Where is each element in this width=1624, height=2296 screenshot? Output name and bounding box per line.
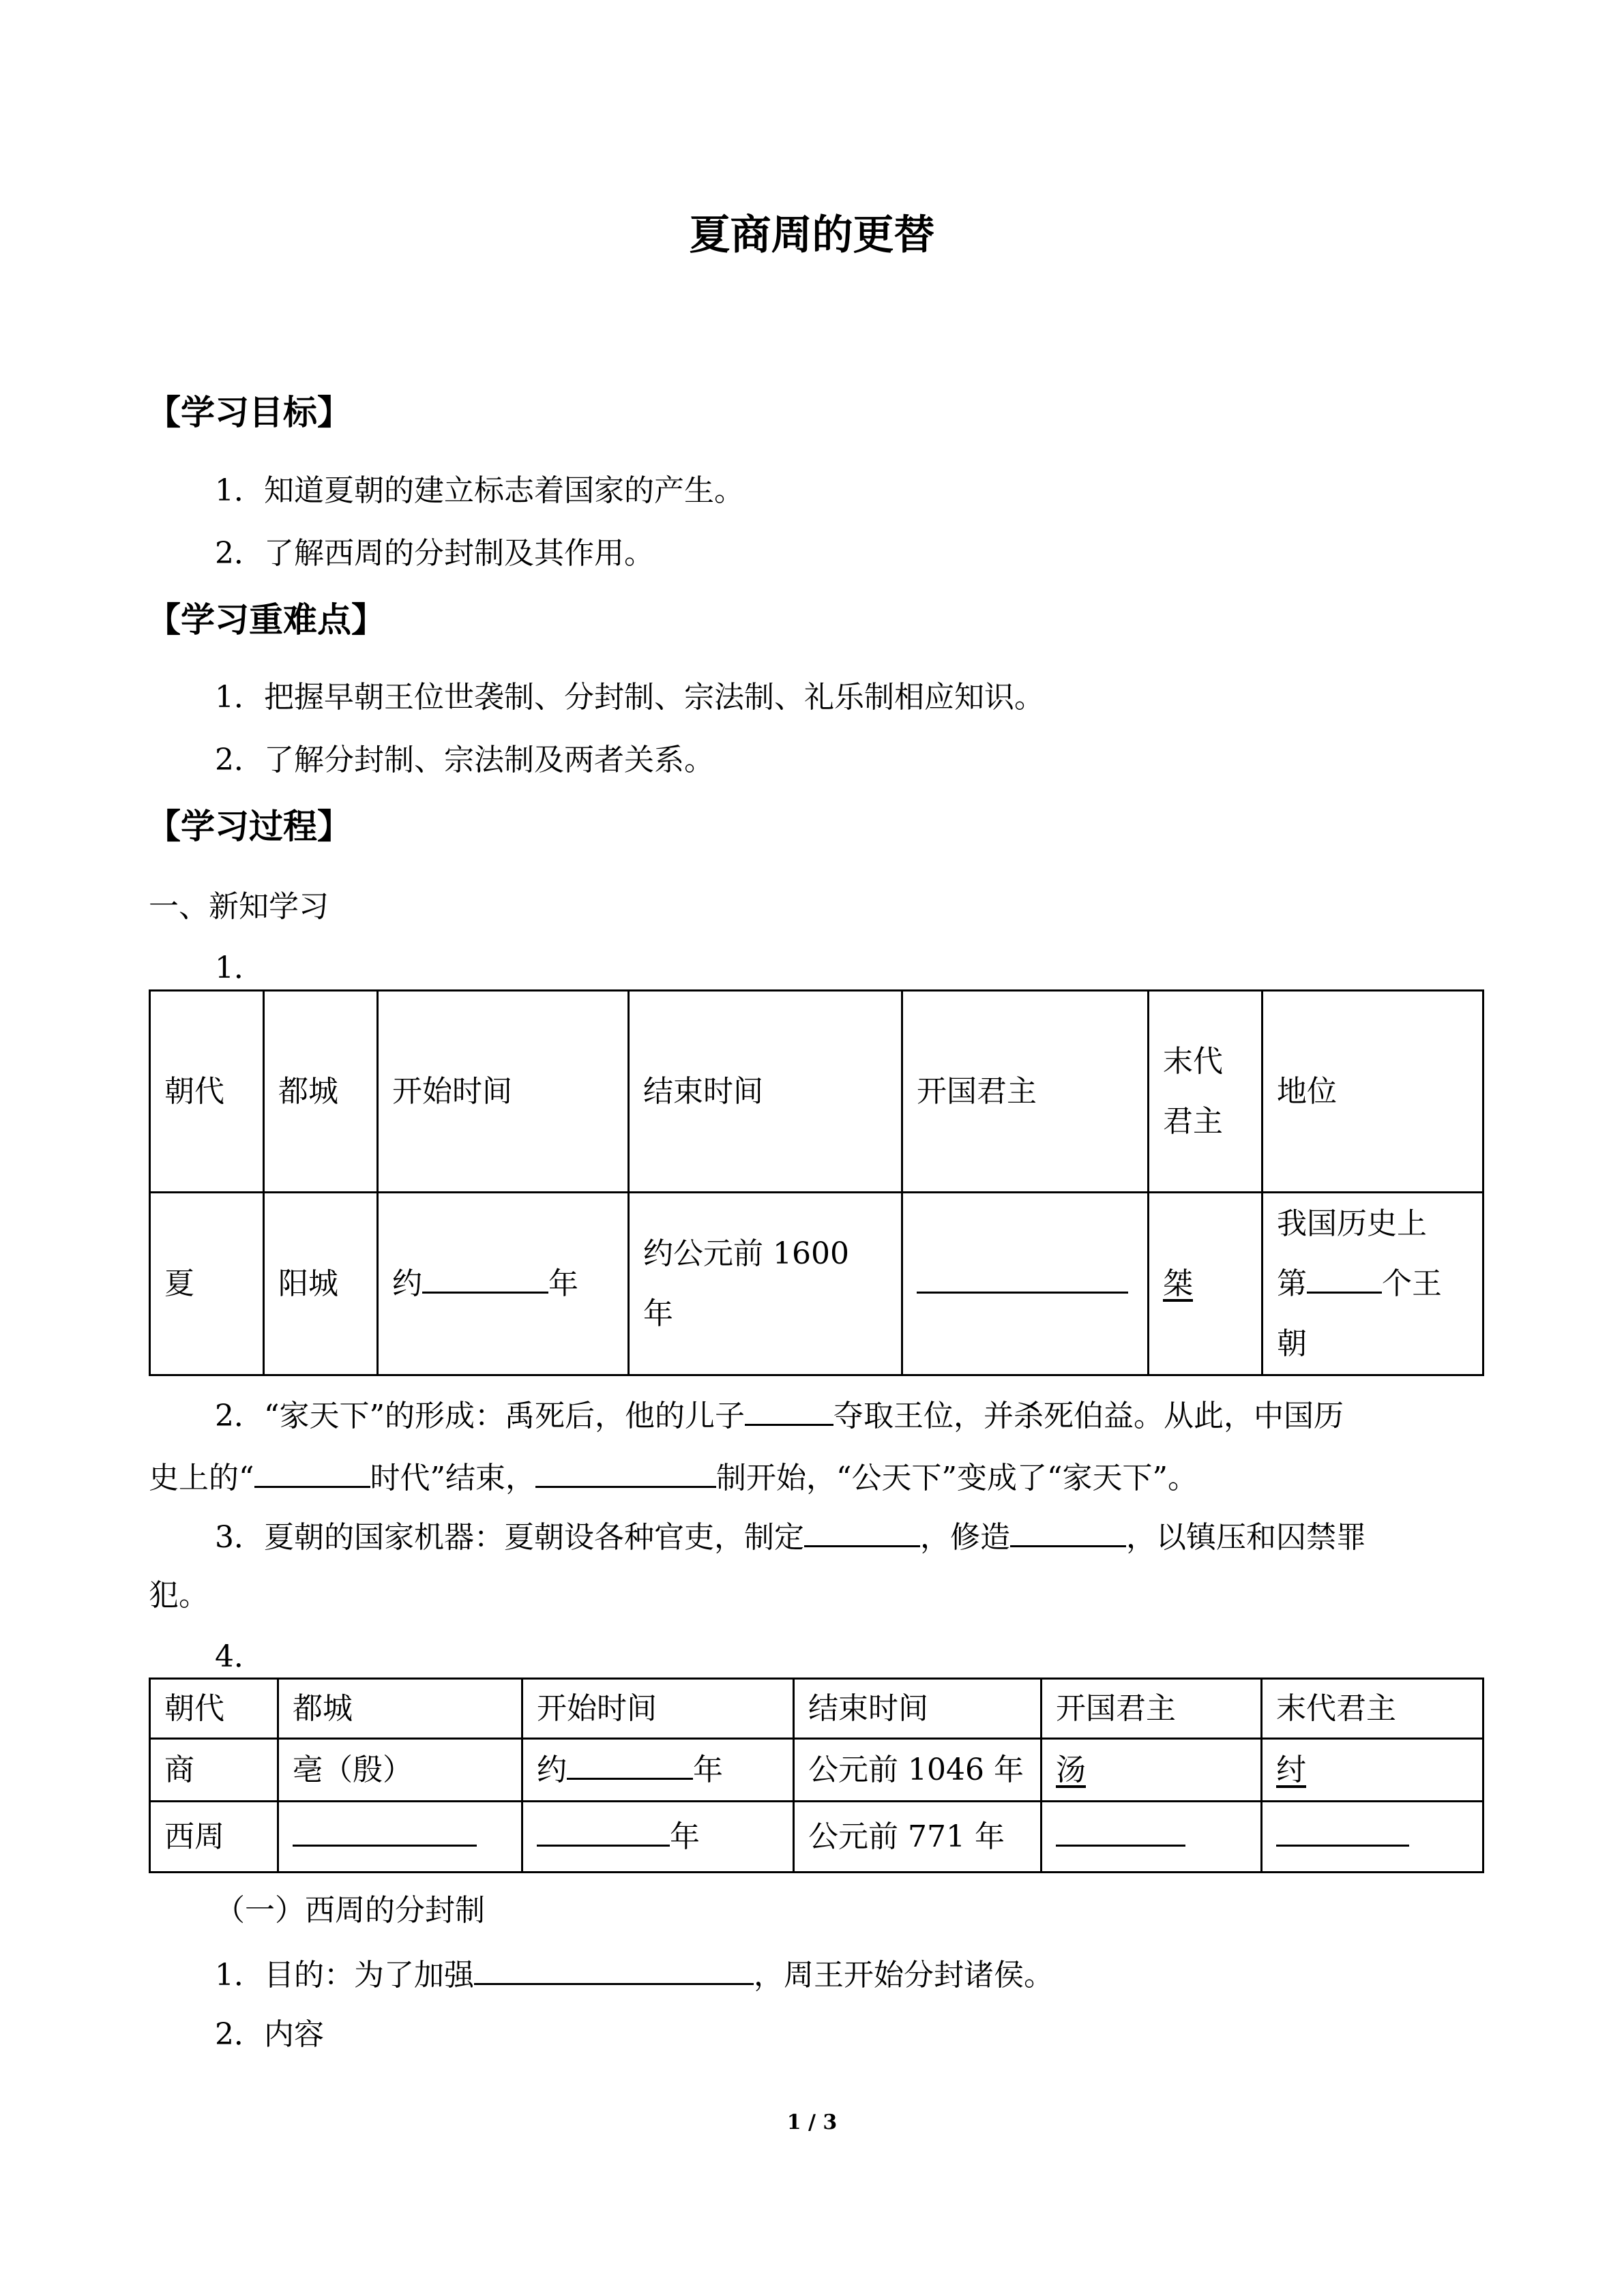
part-heading: 一、新知学习: [149, 889, 329, 924]
key-item: 1．把握早朝王位世袭制、分封制、宗法制、礼乐制相应知识。: [215, 680, 1044, 715]
page-number: 1 / 3: [786, 2111, 838, 2134]
table-cell: 约 年: [378, 1193, 629, 1375]
goal-item: 1．知道夏朝的建立标志着国家的产生。: [215, 473, 744, 508]
table-cell: 年: [522, 1802, 794, 1873]
table-cell: 西周: [150, 1802, 278, 1873]
table-cell: [278, 1802, 522, 1873]
key-item: 2．了解分封制、宗法制及两者关系。: [215, 743, 714, 777]
table-cell: 商: [150, 1739, 278, 1802]
table-header: 结束时间: [794, 1679, 1042, 1739]
table-header: 开国君主: [902, 991, 1149, 1193]
table-cell: [1262, 1802, 1483, 1873]
blank: [917, 1260, 1128, 1294]
table-cell: 纣: [1262, 1739, 1483, 1802]
blank: [567, 1746, 693, 1780]
table-cell: [1042, 1802, 1262, 1873]
blank: [804, 1514, 920, 1547]
table-header: 都城: [278, 1679, 522, 1739]
blank: [422, 1260, 548, 1294]
table-header: 结束时间: [629, 991, 902, 1193]
question-2: 2．“家天下”的形成：禹死后，他的儿子 夺取王位，并杀死伯益。从此，中国历: [215, 1392, 1344, 1437]
table-header: 开始时间: [378, 991, 629, 1193]
item-number: 4．: [215, 1639, 264, 1674]
table-cell: 汤: [1042, 1739, 1262, 1802]
table-cell: 约公元前 1600 年: [629, 1193, 902, 1375]
table-cell: 公元前 771 年: [794, 1802, 1042, 1873]
question-3: 3．夏朝的国家机器：夏朝设各种官吏，制定 ，修造 ，以镇压和囚禁罪: [215, 1514, 1366, 1558]
table-header: 都城: [264, 991, 378, 1193]
table-header: 地位: [1263, 991, 1483, 1193]
table-cell: [902, 1193, 1149, 1375]
table-cell: 夏: [150, 1193, 264, 1375]
fenfeng-item-2: 2．内容: [215, 2017, 324, 2052]
section-heading-process: 【学习过程】: [147, 806, 351, 846]
question-2-line2: 史上的“ 时代”结束， 制开始，“公天下”变成了“家天下”。: [149, 1455, 1198, 1499]
table-cell: 我国历史上 第 个王朝: [1263, 1193, 1483, 1375]
table-header: 开国君主: [1042, 1679, 1262, 1739]
blank: [745, 1392, 833, 1426]
goal-item: 2．了解西周的分封制及其作用。: [215, 536, 654, 571]
item-number: 1．: [215, 951, 264, 985]
blank: [293, 1813, 477, 1847]
blank: [535, 1455, 716, 1488]
subsection-heading: （一）西周的分封制: [215, 1893, 485, 1928]
fenfeng-item-1: 1．目的：为了加强 ，周王开始分封诸侯。: [215, 1952, 1054, 1996]
blank: [537, 1813, 670, 1847]
table-header: 朝代: [150, 1679, 278, 1739]
blank: [1276, 1813, 1409, 1847]
shang-zhou-table: [149, 1678, 1484, 1873]
table-header: 末代君主: [1262, 1679, 1483, 1739]
table-cell: 约 年: [522, 1739, 794, 1802]
question-3-line2: 犯。: [149, 1578, 209, 1613]
blank: [474, 1952, 754, 1985]
section-heading-goals: 【学习目标】: [147, 392, 351, 432]
table-header: 朝代: [150, 991, 264, 1193]
page-title: 夏商周的更替: [689, 211, 935, 259]
table-header: 末代君主: [1149, 991, 1263, 1193]
blank: [254, 1455, 370, 1488]
table-cell: 桀: [1149, 1193, 1263, 1375]
blank: [1056, 1813, 1185, 1847]
xia-dynasty-table: [149, 989, 1484, 1376]
table-header: 开始时间: [522, 1679, 794, 1739]
blank: [1307, 1260, 1382, 1294]
section-heading-key: 【学习重难点】: [147, 599, 385, 640]
blank: [1010, 1514, 1126, 1547]
table-cell: 亳（殷）: [278, 1739, 522, 1802]
table-cell: 公元前 1046 年: [794, 1739, 1042, 1802]
table-cell: 阳城: [264, 1193, 378, 1375]
